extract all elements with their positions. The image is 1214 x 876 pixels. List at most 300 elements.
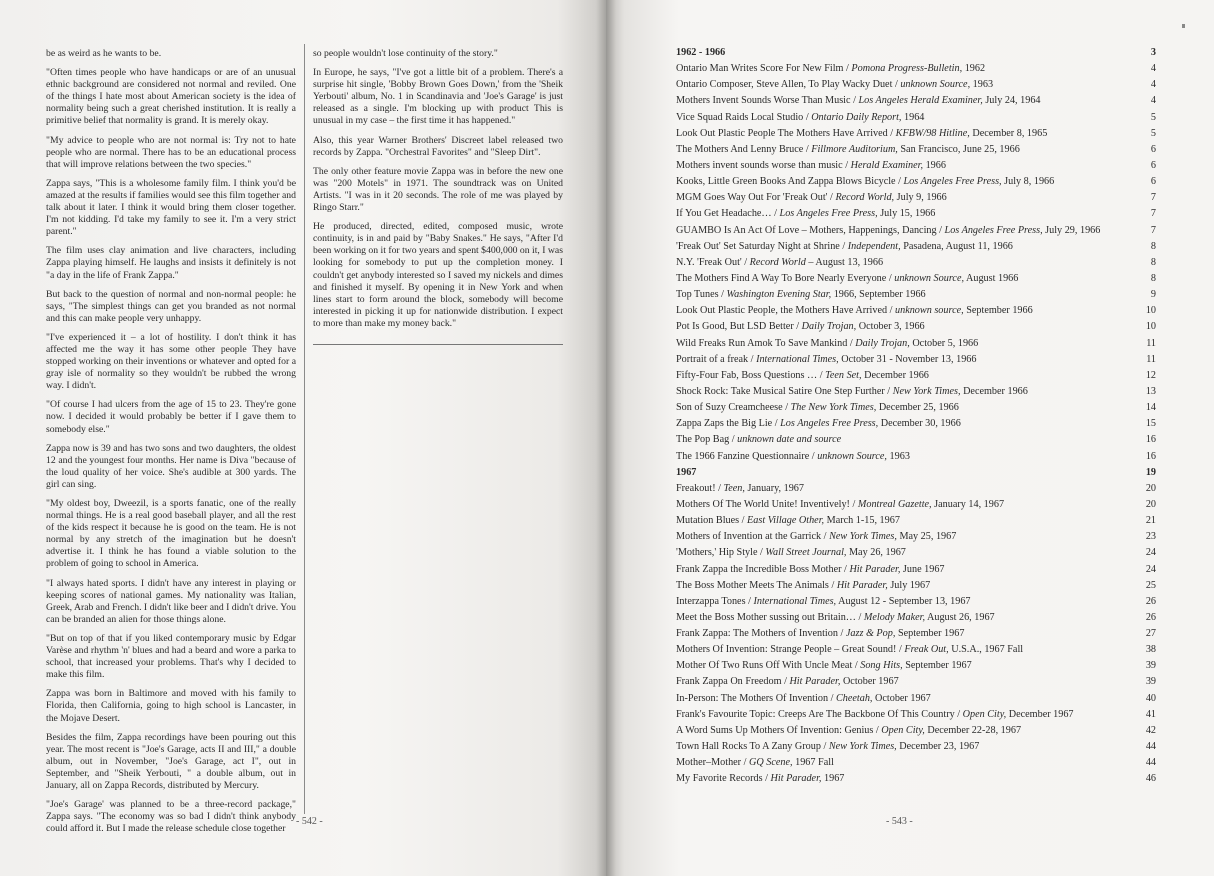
- toc-entry: [676, 674, 1156, 690]
- toc-page-number: 13: [1145, 385, 1156, 397]
- toc-entry: [676, 206, 1156, 222]
- paragraph: In Europe, he says, "I've got a little bit of a problem. There's a surprise hit single, 'Bobby Brown Goes Down,' from the 'Sheik Yerbouti' album, No. 1 in Scandinavia and 'Joe's Garage' is just released as a single. I'm blocking up with product This is unusual in my case – the first time it has happened.": [313, 67, 563, 127]
- paragraph: But back to the question of normal and non-normal people: he says, "The simplest things can get you branded as not normal and this can make people very unhappy.: [46, 288, 296, 324]
- toc-date: U.S.A., 1967 Fall: [948, 644, 1024, 656]
- toc-date: December 22-28, 1967: [924, 724, 1022, 736]
- toc-section-heading: [676, 465, 1156, 481]
- article-column-2: [313, 48, 563, 337]
- toc-publication: Washington Evening Star,: [726, 289, 832, 301]
- toc-entry: [676, 578, 1156, 594]
- toc-entry-title: [676, 61, 985, 77]
- toc-entry: [676, 126, 1156, 142]
- toc-publication: Hit Parader,: [789, 676, 841, 688]
- toc-page-number: 4: [1150, 63, 1156, 75]
- toc-page-number: 7: [1150, 192, 1156, 204]
- toc-article-title: The Mothers Find A Way To Bore Nearly Everyone /: [676, 272, 895, 284]
- toc-entry: [676, 545, 1156, 561]
- toc-entry-title: [676, 545, 906, 561]
- toc-date: 1967 Fall: [792, 757, 834, 769]
- toc-article-title: Meet the Boss Mother sussing out Britain… /: [676, 611, 864, 623]
- toc-publication: East Village Other,: [747, 515, 825, 527]
- toc-date: December 1966: [861, 369, 929, 381]
- toc-entry-title: [676, 352, 976, 368]
- toc-entry-title: [676, 93, 1041, 109]
- toc-entry-title: [676, 77, 993, 93]
- toc-publication: Ontario Daily Report,: [811, 111, 902, 123]
- right-page: [606, 0, 1214, 876]
- toc-entry-title: [676, 239, 1013, 255]
- toc-article-title: Ontario Composer, Steve Allen, To Play Wacky Duet /: [676, 79, 901, 91]
- toc-publication: Teen,: [723, 482, 745, 494]
- toc-article-title: The Mothers And Lenny Bruce /: [676, 143, 812, 155]
- toc-date: January, 1967: [744, 482, 804, 494]
- toc-page-number: 23: [1145, 531, 1156, 543]
- toc-publication: Los Angeles Herald Examiner,: [858, 95, 983, 107]
- toc-page-number: 16: [1145, 450, 1156, 462]
- toc-entry-title: [676, 626, 964, 642]
- toc-entry: [676, 174, 1156, 190]
- toc-page-number: 27: [1145, 628, 1156, 640]
- toc-entry: [676, 384, 1156, 400]
- toc-entry-title: [676, 658, 972, 674]
- toc-article-title: Top Tunes /: [676, 289, 727, 301]
- toc-article-title: Pot Is Good, But LSD Better /: [676, 321, 802, 333]
- toc-date: May 25, 1967: [896, 531, 957, 543]
- toc-date: 1963: [970, 79, 994, 91]
- toc-date: July 24, 1964: [982, 95, 1041, 107]
- page-number-right: - 543 -: [886, 816, 913, 827]
- toc-page-number: 14: [1145, 402, 1156, 414]
- toc-article-title: The Pop Bag /: [676, 434, 738, 446]
- toc-entry-title: [676, 271, 1018, 287]
- toc-date: December 8, 1965: [969, 127, 1048, 139]
- toc-date: June 1967: [900, 563, 945, 575]
- toc-date: San Francisco, June 25, 1966: [897, 143, 1020, 155]
- toc-entry-title: [676, 707, 1074, 723]
- toc-article-title: Mothers invent sounds worse than music /: [676, 159, 851, 171]
- toc-page-number: 25: [1145, 579, 1156, 591]
- toc-page-number: 20: [1145, 482, 1156, 494]
- toc-date: 1966: [923, 159, 946, 171]
- paragraph: Zappa was born in Baltimore and moved with his family to Florida, then California, going to high school is Lancaster, in the Mojave Desert.: [46, 688, 296, 724]
- toc-date: July 9, 1966: [894, 192, 947, 204]
- toc-publication: New York Times,: [892, 385, 961, 397]
- toc-date: December 1966: [960, 385, 1028, 397]
- toc-date: September 1967: [902, 660, 972, 672]
- toc-entry: [676, 158, 1156, 174]
- paragraph: "My oldest boy, Dweezil, is a sports fanatic, one of the really normal things. He is a real good baseball player, and all the rest of the kids respect it because he is good on the team. He is not normal by any stretch of the imagination but he doesn't advertise it. I think he has found a viable solution to the problem of going to school in America.: [46, 498, 296, 570]
- toc-date: 1964: [901, 111, 925, 123]
- toc-publication: Cheetah,: [835, 692, 873, 704]
- toc-entry: [676, 497, 1156, 513]
- toc-page-number: 8: [1150, 240, 1156, 252]
- toc-page-number: 10: [1145, 321, 1156, 333]
- toc-date: December 25, 1966: [876, 402, 959, 414]
- toc-entry: [676, 352, 1156, 368]
- toc-entry: [676, 223, 1156, 239]
- toc-publication: Record World: [749, 256, 806, 268]
- toc-entry-title: [676, 449, 910, 465]
- table-of-contents: [676, 45, 1156, 787]
- toc-publication: unknown Source,: [817, 450, 887, 462]
- toc-publication: Los Angeles Free Press,: [944, 224, 1043, 236]
- toc-date: December 1967: [1006, 708, 1074, 720]
- toc-entry: [676, 110, 1156, 126]
- toc-date: March 1-15, 1967: [824, 515, 900, 527]
- toc-publication: Teen Set,: [825, 369, 862, 381]
- toc-date: – August 13, 1966: [805, 256, 884, 268]
- toc-entry-title: [676, 562, 945, 578]
- toc-date: July 1967: [887, 579, 931, 591]
- toc-date: May 26, 1967: [846, 547, 906, 559]
- toc-entry-title: [676, 432, 841, 448]
- toc-entry: [676, 239, 1156, 255]
- toc-article-title: A Word Sums Up Mothers Of Invention: Genius /: [676, 724, 882, 736]
- toc-entry: [676, 707, 1156, 723]
- toc-page-number: 15: [1145, 418, 1156, 430]
- column-divider: [304, 44, 305, 814]
- paragraph: "Joe's Garage' was planned to be a three-record package," Zappa says. "The economy was so bad I didn't think anybody could afford it. But I made the release schedule close together: [46, 799, 296, 835]
- toc-article-title: Frank Zappa the Incredible Boss Mother /: [676, 563, 850, 575]
- toc-article-title: Portrait of a freak /: [676, 353, 757, 365]
- toc-article-title: 1967: [676, 466, 697, 478]
- toc-date: 1963: [886, 450, 910, 462]
- toc-page-number: 39: [1145, 660, 1156, 672]
- toc-entry: [676, 610, 1156, 626]
- toc-page-number: 41: [1145, 708, 1156, 720]
- toc-page-number: 3: [1150, 47, 1156, 58]
- paragraph: The only other feature movie Zappa was in before the new one was "200 Motels" in 1971. The soundtrack was on United Artists. "I was in it 20 seconds. The role of me was played by Ringo Starr.": [313, 165, 563, 214]
- toc-publication: Open City,: [881, 724, 925, 736]
- toc-date: September 1966: [963, 305, 1033, 317]
- toc-article-title: Frank's Favourite Topic: Creeps Are The Backbone Of This Country /: [676, 708, 963, 720]
- toc-page-number: 38: [1145, 644, 1156, 656]
- toc-publication: Hit Parader,: [770, 773, 822, 785]
- left-page: [0, 0, 606, 876]
- toc-entry-title: [676, 158, 946, 174]
- toc-page-number: 26: [1145, 611, 1156, 623]
- toc-entry-title: [676, 336, 978, 352]
- toc-article-title: The 1966 Fanzine Questionnaire /: [676, 450, 818, 462]
- toc-date: December 23, 1967: [896, 741, 980, 753]
- toc-entry: [676, 529, 1156, 545]
- toc-publication: Freak Out,: [904, 644, 949, 656]
- toc-entry-title: [676, 110, 924, 126]
- toc-entry: [676, 368, 1156, 384]
- toc-page-number: 21: [1145, 515, 1156, 527]
- toc-entry: [676, 303, 1156, 319]
- toc-entry: [676, 319, 1156, 335]
- toc-publication: unknown Source,: [894, 272, 965, 284]
- toc-date: August 1966: [964, 272, 1019, 284]
- paragraph: "Often times people who have handicaps or are of an unusual ethnic background are considered not normal and reviled. One of the things I hate most about American society is the idea of normality being such a great cherished institution. It is really a primitive belief that normality is grand. It is merely okay.: [46, 67, 296, 127]
- toc-date: January 14, 1967: [931, 498, 1005, 510]
- toc-article-title: Son of Suzy Creamcheese /: [676, 402, 791, 414]
- toc-page-number: 8: [1150, 272, 1156, 284]
- toc-entry: [676, 658, 1156, 674]
- toc-article-title: Fifty-Four Fab, Boss Questions … /: [676, 369, 826, 381]
- toc-date: August 12 - September 13, 1967: [836, 595, 971, 607]
- toc-publication: Los Angeles Free Press,: [903, 176, 1002, 188]
- toc-entry-title: [676, 642, 1023, 658]
- print-speck: [1182, 24, 1185, 28]
- toc-publication: unknown date and source: [737, 434, 842, 446]
- toc-article-title: Interzappa Tones /: [676, 595, 754, 607]
- toc-entry-title: [676, 126, 1047, 142]
- article-column-1: [46, 48, 296, 842]
- toc-page-number: 6: [1150, 143, 1156, 155]
- toc-entry-title: [676, 287, 926, 303]
- toc-entry-title: [676, 174, 1054, 190]
- toc-article-title: Freakout! /: [676, 482, 724, 494]
- toc-entry-title: [676, 771, 844, 787]
- toc-entry-title: [676, 674, 899, 690]
- toc-article-title: Zappa Zaps the Big Lie /: [676, 418, 781, 430]
- toc-entry-title: [676, 223, 1100, 239]
- toc-date: October 1967: [872, 692, 931, 704]
- toc-date: 1966, September 1966: [831, 289, 926, 301]
- toc-entry-title: [676, 400, 959, 416]
- toc-publication: Hit Parader,: [849, 563, 901, 575]
- toc-entry-title: [676, 190, 947, 206]
- toc-publication: Pomona Progress-Bulletin,: [851, 63, 963, 75]
- book-gutter-shadow: [596, 0, 616, 876]
- toc-publication: Daily Trojan,: [801, 321, 857, 333]
- toc-page-number: 39: [1145, 676, 1156, 688]
- toc-article-title: 'Mothers,' Hip Style /: [676, 547, 766, 559]
- toc-date: October 5, 1966: [909, 337, 979, 349]
- toc-page-number: 12: [1145, 369, 1156, 381]
- toc-page-number: 26: [1145, 595, 1156, 607]
- toc-date: July 29, 1966: [1042, 224, 1101, 236]
- toc-article-title: Mother–Mother /: [676, 757, 749, 769]
- toc-entry: [676, 771, 1156, 787]
- toc-entry: [676, 77, 1156, 93]
- toc-entry-title: [676, 497, 1004, 513]
- paragraph: Besides the film, Zappa recordings have been pouring out this year. The most recent is "Joe's Garage, acts II and III," a double album, out in November, "Joe's Garage, act I", out in September, and "Sheik Yerbouti, " a double album, out in January, all on Zappa Records, distributed by Mercury.: [46, 731, 296, 791]
- toc-entry: [676, 513, 1156, 529]
- toc-page-number: 24: [1145, 563, 1156, 575]
- toc-publication: The New York Times,: [790, 402, 877, 414]
- toc-date: 1967: [821, 773, 845, 785]
- toc-article-title: Mother Of Two Runs Off With Uncle Meat /: [676, 660, 861, 672]
- toc-article-title: Shock Rock: Take Musical Satire One Step Further /: [676, 385, 893, 397]
- toc-entry: [676, 755, 1156, 771]
- paragraph: so people wouldn't lose continuity of the story.": [313, 48, 498, 59]
- toc-article-title: Mothers Of The World Unite! Inventively! /: [676, 498, 858, 510]
- paragraph: He produced, directed, edited, composed music, wrote continuity, is in and paid by "Baby Snakes." He says, "After I'd been working on it for two years and spent $400,000 on it, I was looking for somebody to put up the completion money. I couldn't get anybody interested so I saved my nickels and dimes and finished it myself. By opening it in New York and when lines start to form around the block, somebody will become interested in picking it up for nationwide distribution. I expect to more than make my money back.": [313, 221, 563, 329]
- toc-entry-title: [676, 465, 696, 481]
- toc-entry-title: [676, 255, 883, 271]
- toc-page-number: 4: [1150, 95, 1156, 107]
- toc-page-number: 40: [1145, 692, 1156, 704]
- paragraph: be as weird as he wants to be.: [46, 48, 162, 59]
- toc-publication: Los Angeles Free Press,: [779, 208, 878, 220]
- toc-date: 1962: [962, 63, 986, 75]
- toc-entry: [676, 594, 1156, 610]
- toc-page-number: 44: [1145, 757, 1156, 769]
- toc-page-number: 8: [1150, 256, 1156, 268]
- toc-entry: [676, 626, 1156, 642]
- toc-article-title: If You Get Headache… /: [676, 208, 780, 220]
- toc-article-title: Frank Zappa: The Mothers of Invention /: [676, 628, 846, 640]
- toc-date: October 1967: [840, 676, 899, 688]
- toc-publication: Herald Examiner,: [850, 159, 924, 171]
- toc-entry-title: [676, 368, 929, 384]
- toc-publication: International Times,: [753, 595, 837, 607]
- toc-publication: Independent,: [847, 240, 901, 252]
- toc-entry: [676, 691, 1156, 707]
- toc-page-number: 19: [1145, 466, 1156, 478]
- paragraph: "But on top of that if you liked contemporary music by Edgar Varèse and rhythm 'n' blues and had a beard and wore a parka to school, that increased your problems. That's why I decided to make this film.: [46, 632, 296, 681]
- toc-entry: [676, 255, 1156, 271]
- toc-article-title: Wild Freaks Run Amok To Save Mankind /: [676, 337, 856, 349]
- toc-entry-title: [676, 739, 979, 755]
- toc-entry-title: [676, 594, 971, 610]
- toc-entry: [676, 336, 1156, 352]
- toc-publication: Hit Parader,: [836, 579, 888, 591]
- toc-page-number: 11: [1146, 353, 1156, 365]
- toc-entry: [676, 93, 1156, 109]
- toc-article-title: Mothers Of Invention: Strange People – Great Sound! /: [676, 644, 905, 656]
- toc-publication: Los Angeles Free Press,: [780, 418, 879, 430]
- toc-article-title: Mothers of Invention at the Garrick /: [676, 531, 830, 543]
- toc-publication: Fillmore Auditorium,: [811, 143, 898, 155]
- toc-date: October 31 - November 13, 1966: [838, 353, 977, 365]
- toc-article-title: In-Person: The Mothers Of Invention /: [676, 692, 836, 704]
- toc-entry: [676, 190, 1156, 206]
- toc-publication: Jazz & Pop,: [845, 628, 896, 640]
- toc-page-number: 11: [1146, 337, 1156, 349]
- toc-entry-title: [676, 303, 1033, 319]
- toc-article-title: Look Out Plastic People The Mothers Have Arrived /: [676, 127, 896, 139]
- toc-article-title: 1962 - 1966: [676, 47, 726, 58]
- toc-entry-title: [676, 578, 930, 594]
- paragraph: Zappa now is 39 and has two sons and two daughters, the oldest 12 and the youngest four months. Her name is Diva "because of the loud quality of her voice. She's audible at 300 yards. The girl can sing.: [46, 442, 296, 490]
- toc-article-title: N.Y. 'Freak Out' /: [676, 256, 750, 268]
- toc-entry-title: [676, 45, 725, 61]
- toc-publication: New York Times,: [829, 531, 897, 543]
- toc-page-number: 24: [1145, 547, 1156, 559]
- toc-entry-title: [676, 691, 931, 707]
- toc-entry-title: [676, 416, 961, 432]
- toc-entry-title: [676, 610, 995, 626]
- toc-page-number: 7: [1150, 224, 1156, 236]
- paragraph: "Of course I had ulcers from the age of 15 to 23. They're gone now. I decided it would probably be better if I gave them to somebody else.": [46, 399, 296, 435]
- toc-entry-title: [676, 513, 900, 529]
- toc-entry: [676, 642, 1156, 658]
- toc-article-title: GUAMBO Is An Act Of Love – Mothers, Happenings, Dancing /: [676, 224, 945, 236]
- toc-section-heading: [676, 45, 1156, 61]
- toc-entry-title: [676, 206, 935, 222]
- toc-date: July 8, 1966: [1001, 176, 1055, 188]
- toc-article-title: My Favorite Records /: [676, 773, 771, 785]
- toc-entry: [676, 449, 1156, 465]
- toc-entry: [676, 723, 1156, 739]
- toc-publication: Record World,: [835, 192, 895, 204]
- toc-article-title: Mutation Blues /: [676, 515, 748, 527]
- toc-article-title: 'Freak Out' Set Saturday Night at Shrine /: [676, 240, 848, 252]
- toc-publication: unknown source,: [895, 305, 964, 317]
- toc-publication: International Times,: [756, 353, 839, 365]
- toc-date: July 15, 1966: [877, 208, 936, 220]
- paragraph: The film uses clay animation and live characters, including Zappa playing himself. He laughs and insists it definitely is not "a day in the life of Frank Zappa.": [46, 245, 296, 281]
- toc-publication: Open City,: [962, 708, 1007, 720]
- toc-date: August 26, 1967: [925, 611, 995, 623]
- toc-entry: [676, 400, 1156, 416]
- toc-entry-title: [676, 723, 1021, 739]
- toc-article-title: Look Out Plastic People, the Mothers Have Arrived /: [676, 305, 895, 317]
- toc-entry: [676, 271, 1156, 287]
- paragraph: "My advice to people who are not normal is: Try not to hate people who are normal. There has to be an educational process that will improve relations between the two species.": [46, 134, 296, 170]
- toc-page-number: 5: [1150, 127, 1156, 139]
- toc-page-number: 10: [1145, 305, 1156, 317]
- toc-entry-title: [676, 529, 956, 545]
- toc-article-title: MGM Goes Way Out For 'Freak Out' /: [676, 192, 836, 204]
- toc-entry-title: [676, 384, 1028, 400]
- toc-page-number: 5: [1150, 111, 1156, 123]
- toc-entry: [676, 739, 1156, 755]
- paragraph: "I always hated sports. I didn't have any interest in playing or keeping scores of national games. My nationality was Italian, Greek, Arab and French. I didn't like beer and I didn't drive. You can be branded an alien for those things alone.: [46, 577, 296, 625]
- toc-article-title: Vice Squad Raids Local Studio /: [676, 111, 812, 123]
- toc-publication: Wall Street Journal,: [765, 547, 847, 559]
- toc-date: Pasadena, August 11, 1966: [900, 240, 1013, 252]
- paragraph: Zappa says, "This is a wholesome family film. I think you'd be amazed at the results if families would see this film together and talk about it later. I think it would bring them closer together. I'm not kidding. I'd take my family to see it. I'm a very strict parent.": [46, 177, 296, 238]
- toc-page-number: 7: [1150, 208, 1156, 220]
- toc-publication: KFBW/98 Hitline,: [895, 127, 970, 139]
- toc-page-number: 4: [1150, 79, 1156, 91]
- toc-entry: [676, 287, 1156, 303]
- toc-entry-title: [676, 481, 804, 497]
- toc-publication: Song Hits,: [860, 660, 903, 672]
- toc-article-title: The Boss Mother Meets The Animals /: [676, 579, 837, 591]
- toc-article-title: Frank Zappa On Freedom /: [676, 676, 790, 688]
- toc-entry: [676, 562, 1156, 578]
- toc-entry: [676, 432, 1156, 448]
- toc-entry-title: [676, 142, 1020, 158]
- toc-publication: Melody Maker,: [863, 611, 926, 623]
- page-number-left: - 542 -: [296, 816, 323, 827]
- toc-page-number: 42: [1145, 724, 1156, 736]
- toc-entry: [676, 142, 1156, 158]
- toc-page-number: 46: [1145, 773, 1156, 785]
- paragraph: "I've experienced it – a lot of hostility. I don't think it has affected me the way it has some other people They have stopped working on their inventions or whatever and opted for a gray isle of normality so they wouldn't be rubbed the wrong way. I didn't.: [46, 331, 296, 392]
- toc-entry: [676, 61, 1156, 77]
- toc-publication: Montreal Gazette,: [857, 498, 932, 510]
- toc-entry: [676, 416, 1156, 432]
- toc-publication: New York Times,: [828, 741, 897, 753]
- toc-page-number: 6: [1150, 176, 1156, 188]
- toc-article-title: Town Hall Rocks To A Zany Group /: [676, 741, 829, 753]
- toc-page-number: 16: [1145, 434, 1156, 446]
- toc-entry: [676, 481, 1156, 497]
- toc-date: December 30, 1966: [878, 418, 961, 430]
- toc-article-title: Ontario Man Writes Score For New Film /: [676, 63, 852, 75]
- toc-article-title: Mothers Invent Sounds Worse Than Music /: [676, 95, 859, 107]
- toc-article-title: Kooks, Little Green Books And Zappa Blows Bicycle /: [676, 176, 904, 188]
- toc-page-number: 9: [1150, 289, 1156, 301]
- toc-entry-title: [676, 755, 834, 771]
- toc-publication: Daily Trojan,: [855, 337, 910, 349]
- toc-page-number: 20: [1145, 498, 1156, 510]
- toc-page-number: 44: [1145, 741, 1156, 753]
- toc-page-number: 6: [1150, 159, 1156, 171]
- toc-date: September 1967: [895, 628, 965, 640]
- toc-publication: unknown Source,: [900, 79, 971, 91]
- paragraph: Also, this year Warner Brothers' Discreet label released two records by Zappa. "Orchestral Favorites" and "Sleep Dirt".: [313, 134, 563, 158]
- toc-publication: GQ Scene,: [749, 757, 793, 769]
- toc-date: October 3, 1966: [856, 321, 925, 333]
